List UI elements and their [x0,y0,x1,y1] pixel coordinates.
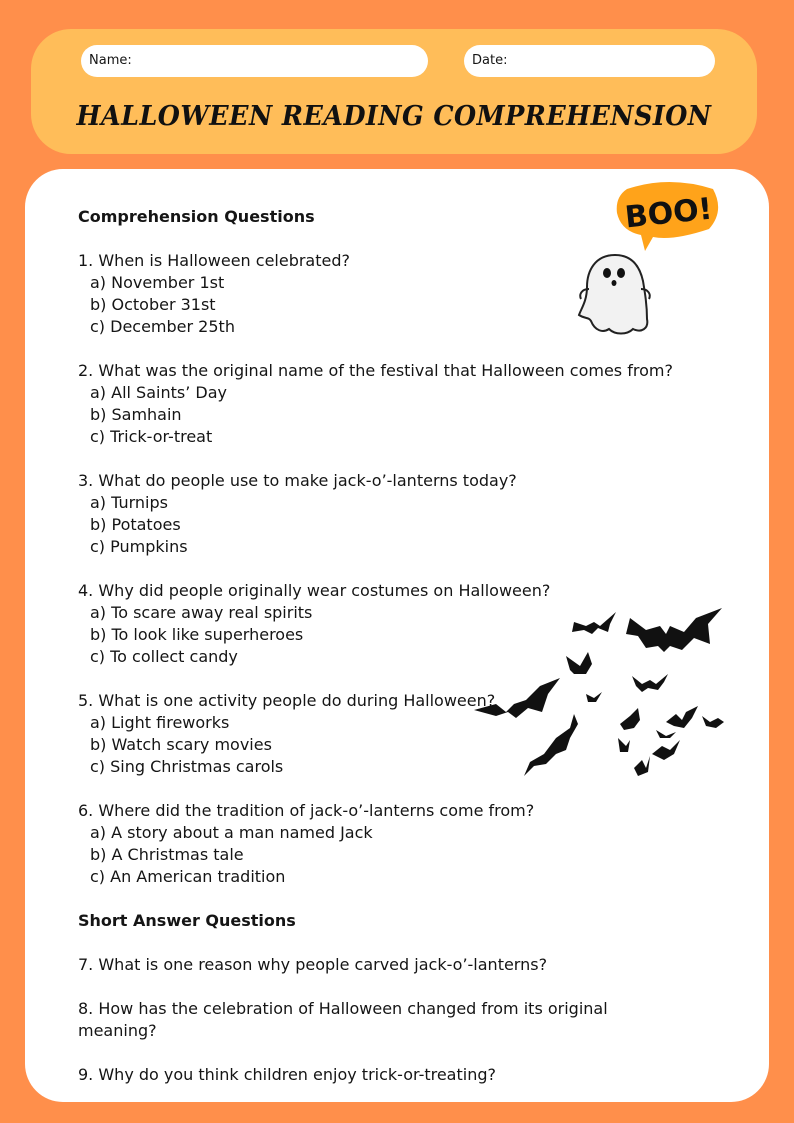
question-text: 5. What is one activity people do during Halloween? [78,691,496,710]
question-block [78,470,678,558]
answer-option[interactable]: a) Light fireworks [90,713,230,732]
answer-option[interactable]: a) Turnips [90,493,168,512]
comprehension-heading: Comprehension Questions [78,207,315,226]
name-label: Name: [89,53,132,68]
answer-option[interactable]: b) A Christmas tale [90,845,244,864]
header-panel [31,29,757,154]
answer-option[interactable]: c) An American tradition [90,867,286,886]
question-text: 3. What do people use to make jack-o’-lanterns today? [78,471,517,490]
short-answer-question: 9. Why do you think children enjoy trick-or-treating? [78,1065,496,1084]
worksheet-card [25,169,769,1102]
answer-option[interactable]: b) Samhain [90,405,182,424]
answer-option[interactable]: a) All Saints’ Day [90,383,227,402]
answer-option[interactable]: b) To look like superheroes [90,625,304,644]
answer-option[interactable]: b) Watch scary movies [90,735,272,754]
short-answer-question: 7. What is one reason why people carved jack-o’-lanterns? [78,955,548,974]
answer-option[interactable]: c) Trick-or-treat [90,427,213,446]
answer-option[interactable]: c) Sing Christmas carols [90,757,284,776]
question-text: 2. What was the original name of the festival that Halloween comes from? [78,361,673,380]
name-field[interactable] [81,45,428,77]
answer-option[interactable]: b) October 31st [90,295,216,314]
date-field[interactable] [464,45,715,77]
question-block [78,800,678,888]
question-text: 4. Why did people originally wear costumes on Halloween? [78,581,551,600]
answer-option[interactable]: a) To scare away real spirits [90,603,313,622]
question-block [78,250,678,338]
short-answer-question: 8. How has the celebration of Halloween changed from its original meaning? [78,999,608,1040]
date-label: Date: [472,53,508,68]
boo-text: BOO! [623,191,715,236]
answer-option[interactable]: c) To collect candy [90,647,238,666]
page-title: HALLOWEEN READING COMPREHENSION [76,101,712,132]
questions-content [78,206,678,1108]
answer-option[interactable]: c) December 25th [90,317,235,336]
question-block [78,580,678,668]
question-block [78,690,678,778]
question-text: 1. When is Halloween celebrated? [78,251,350,270]
answer-option[interactable]: a) A story about a man named Jack [90,823,373,842]
answer-option[interactable]: a) November 1st [90,273,225,292]
answer-option[interactable]: c) Pumpkins [90,537,188,556]
question-text: 6. Where did the tradition of jack-o’-lanterns come from? [78,801,535,820]
short-answer-heading: Short Answer Questions [78,911,296,930]
answer-option[interactable]: b) Potatoes [90,515,181,534]
question-block [78,360,678,448]
